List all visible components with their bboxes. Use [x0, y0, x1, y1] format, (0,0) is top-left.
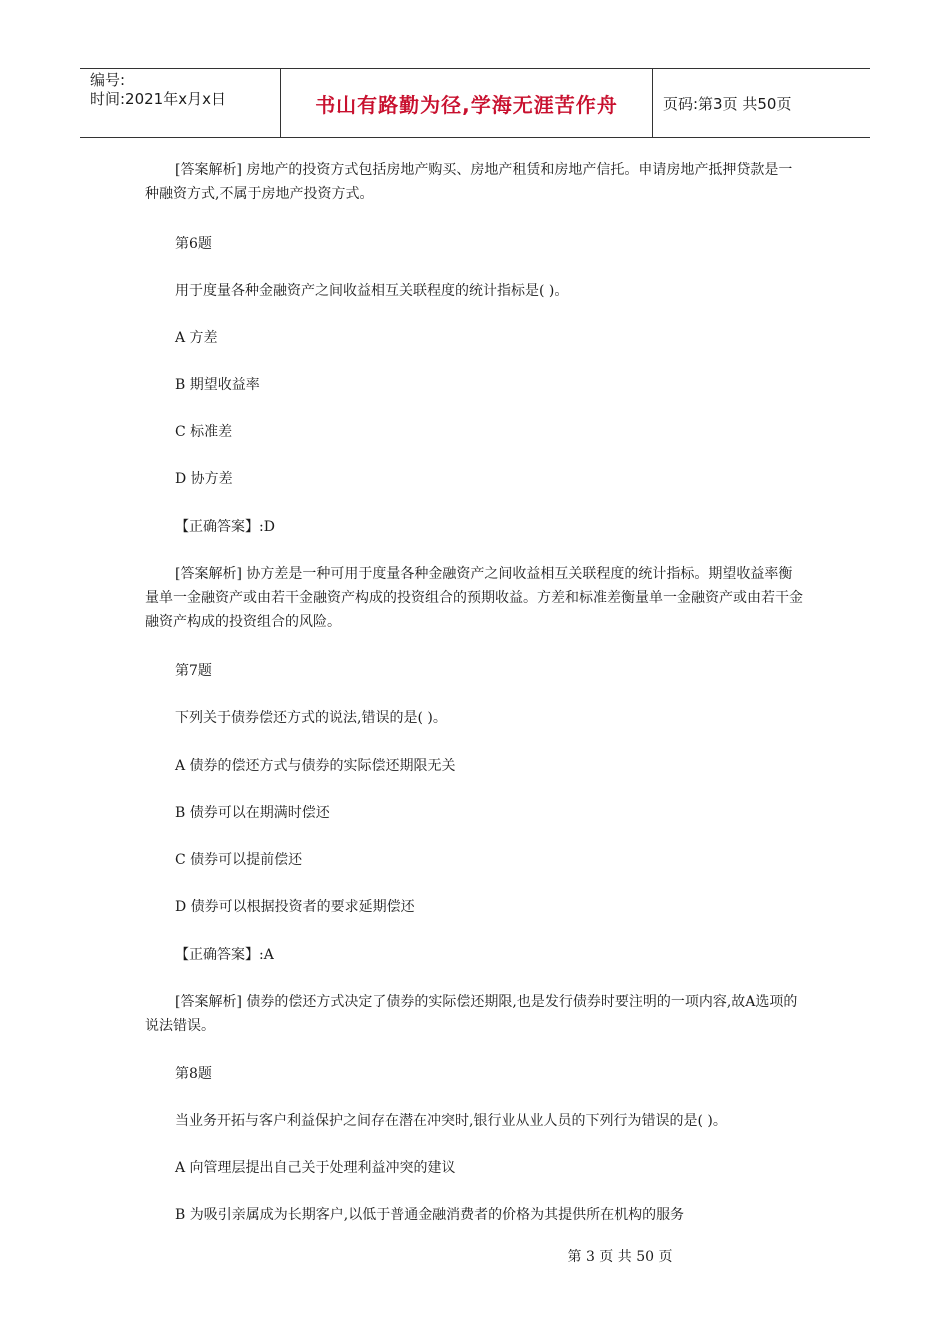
q7-option-c: C 债券可以提前偿还 — [175, 852, 303, 868]
header-motto: 书山有路勤为径,学海无涯苦作舟 — [281, 69, 653, 137]
q8-option-b: B 为吸引亲属成为长期客户,以低于普通金融消费者的价格为其提供所在机构的服务 — [175, 1207, 685, 1223]
q6-option-d: D 协方差 — [175, 471, 233, 487]
q6-analysis: [答案解析] 协方差是一种可用于度量各种金融资产之间收益相互关联程度的统计指标。期望收益率衡量单一金融资产或由若干金融资产构成的投资组合的预期收益。方差和标准差衡量单一金融资产或由若干金融资产构成的投资组合的风险。 — [145, 566, 803, 630]
q8-title: 第8题 — [175, 1066, 212, 1082]
q7-option-a: A 债券的偿还方式与债券的实际偿还期限无关 — [175, 758, 456, 774]
page-footer: 第 3 页 共 50 页 — [567, 1249, 673, 1265]
q5-analysis: [答案解析] 房地产的投资方式包括房地产购买、房地产租赁和房地产信托。申请房地产抵押贷款是一种融资方式,不属于房地产投资方式。 — [145, 162, 793, 202]
page-header — [80, 68, 870, 138]
header-page-info: 页码:第3页 共50页 — [663, 94, 792, 113]
q7-option-d: D 债券可以根据投资者的要求延期偿还 — [175, 899, 415, 915]
q6-option-c: C 标准差 — [175, 424, 233, 440]
q6-option-a: A 方差 — [175, 330, 218, 346]
q8-option-a: A 向管理层提出自己关于处理利益冲突的建议 — [175, 1160, 456, 1176]
time-label: 时间:2021年x月x日 — [90, 90, 226, 108]
header-meta — [80, 69, 281, 137]
q7-option-b: B 债券可以在期满时偿还 — [175, 805, 330, 821]
q6-option-b: B 期望收益率 — [175, 377, 260, 393]
q7-title: 第7题 — [175, 663, 212, 679]
q6-answer: 【正确答案】:D — [175, 519, 275, 535]
q7-answer: 【正确答案】:A — [175, 947, 274, 963]
q6-question: 用于度量各种金融资产之间收益相互关联程度的统计指标是( )。 — [175, 283, 569, 299]
q8-question: 当业务开拓与客户利益保护之间存在潜在冲突时,银行业从业人员的下列行为错误的是( )。 — [175, 1113, 727, 1129]
q7-analysis: [答案解析] 债券的偿还方式决定了债券的实际偿还期限,也是发行债券时要注明的一项内容,故A选项的说法错误。 — [145, 994, 798, 1034]
q6-title: 第6题 — [175, 236, 212, 252]
number-label: 编号: — [90, 71, 126, 89]
q7-question: 下列关于债券偿还方式的说法,错误的是( )。 — [175, 710, 447, 726]
